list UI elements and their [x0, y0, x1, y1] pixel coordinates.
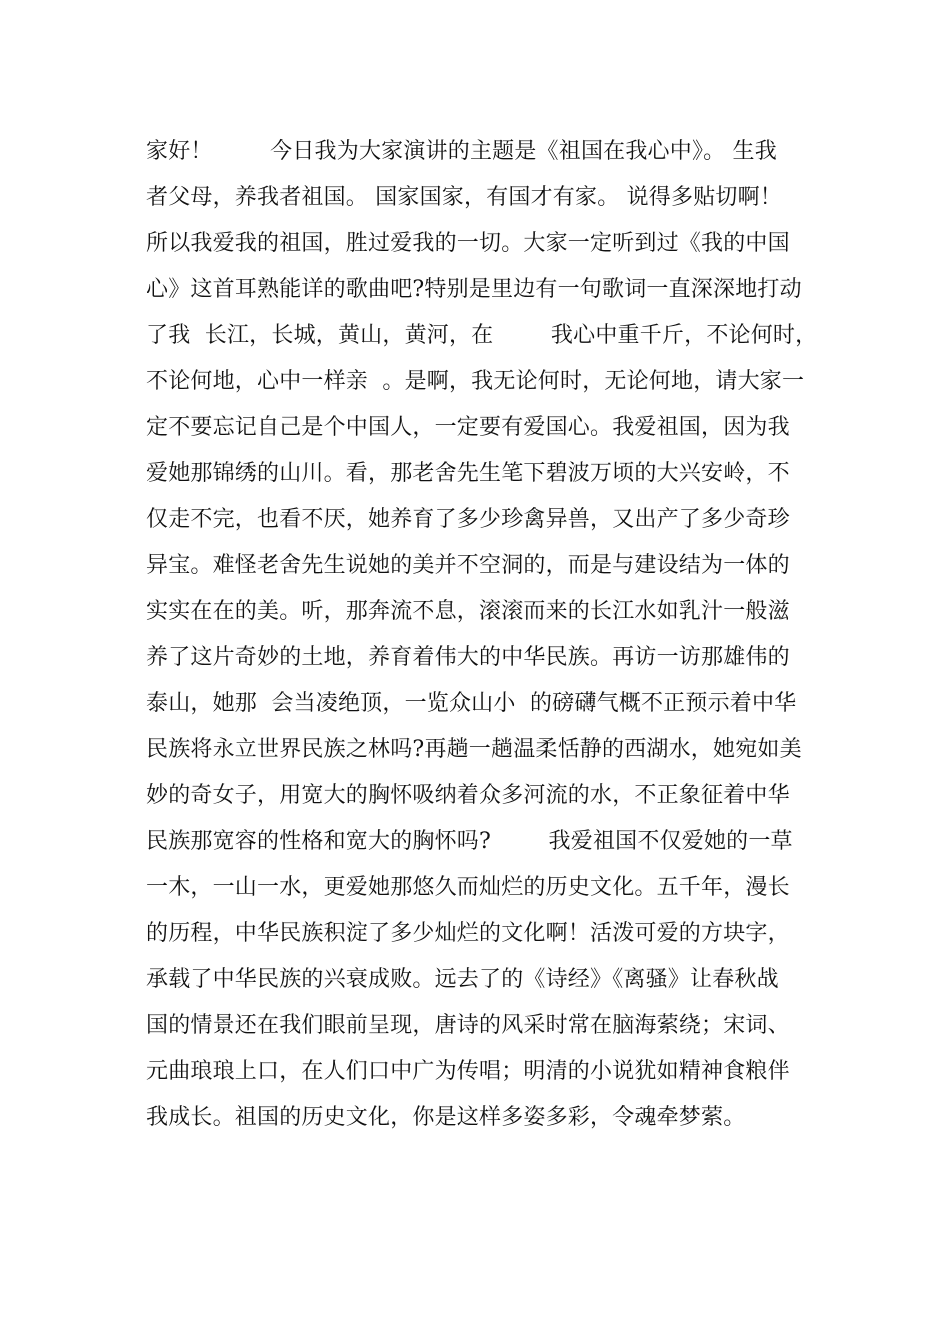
text-line: 承载了中华民族的兴衰成败。远去了的《诗经》《离骚》让春秋战: [146, 967, 779, 992]
text-line: 所以我爱我的祖国，胜过爱我的一切。大家一定听到过《我的中国: [146, 231, 790, 256]
text-line: 异宝。难怪老舍先生说她的美并不空洞的，而是与建设结为一体的: [146, 553, 790, 578]
text-line: 者父母，养我者祖国。 国家国家，有国才有家。 说得多贴切啊！: [146, 185, 782, 210]
text-line: 心》这首耳熟能详的歌曲吧?特别是里边有一句歌词一直深深地打动: [146, 277, 802, 302]
text-line: 家好！ 今日我为大家演讲的主题是《祖国在我心中》。 生我: [146, 139, 777, 164]
text-line: 养了这片奇妙的土地，养育着伟大的中华民族。再访一访那雄伟的: [146, 645, 790, 670]
text-line: 民族那宽容的性格和宽大的胸怀吗? 我爱祖国不仅爱她的一草: [146, 829, 793, 854]
text-line: 国的情景还在我们眼前呈现，唐诗的风采时常在脑海萦绕；宋词、: [146, 1013, 790, 1038]
text-line: 仅走不完，也看不厌，她养育了多少珍禽异兽，又出产了多少奇珍: [146, 507, 790, 532]
text-line: 元曲琅琅上口，在人们口中广为传唱；明清的小说犹如精神食粮伴: [146, 1059, 790, 1084]
text-line: 不论何地，心中一样亲 。是啊，我无论何时，无论何地，请大家一: [146, 369, 805, 394]
text-line: 定不要忘记自己是个中国人，一定要有爱国心。我爱祖国，因为我: [146, 415, 790, 440]
text-line: 实实在在的美。听，那奔流不息，滚滚而来的长江水如乳汁一般滋: [146, 599, 790, 624]
text-line: 的历程，中华民族积淀了多少灿烂的文化啊！活泼可爱的方块字，: [146, 921, 790, 946]
text-line: 了我 长江，长城，黄山，黄河，在 我心中重千斤，不论何时，: [146, 323, 818, 348]
text-line: 我成长。祖国的历史文化，你是这样多姿多彩，令魂牵梦萦。: [146, 1105, 746, 1130]
text-line: 爱她那锦绣的山川。看，那老舍先生笔下碧波万顷的大兴安岭，不: [146, 461, 790, 486]
text-line: 泰山，她那 会当凌绝顶，一览众山小 的磅礴气概不正预示着中华: [146, 691, 797, 716]
text-line: 民族将永立世界民族之林吗?再趟一趟温柔恬静的西湖水，她宛如美: [146, 737, 802, 762]
text-line: 妙的奇女子，用宽大的胸怀吸纳着众多河流的水，不正象征着中华: [146, 783, 790, 808]
speech-text: [146, 133, 846, 1145]
text-line: 一木，一山一水，更爱她那悠久而灿烂的历史文化。五千年，漫长: [146, 875, 790, 900]
